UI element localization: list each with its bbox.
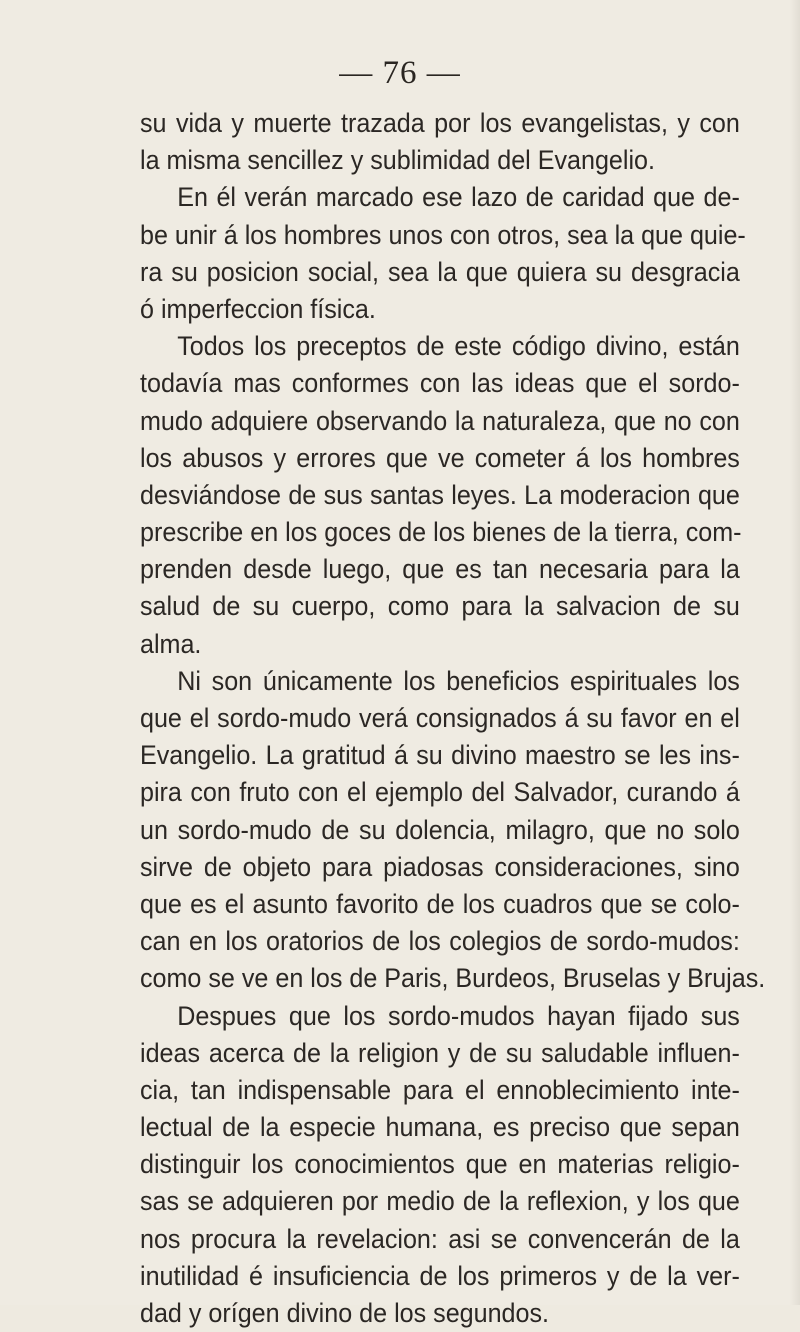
text-line: ideas acerca de la religion y de su saludable influen- bbox=[140, 1037, 740, 1068]
text-line: En él verán marcado ese lazo de caridad que de- bbox=[177, 182, 740, 213]
text-line: Despues que los sordo-mudos hayan fijado sus bbox=[177, 1000, 740, 1031]
text-line: distinguir los conocimientos que en materias religio- bbox=[140, 1149, 740, 1180]
text-line: Ni son únicamente los beneficios espirituales los bbox=[177, 665, 740, 696]
text-line: sirve de objeto para piadosas consideraciones, sino bbox=[140, 851, 740, 882]
text-line: la misma sencillez y sublimidad del Evangelio. bbox=[140, 145, 656, 176]
text-line: ra su posicion social, sea la que quiera su desgracia bbox=[140, 256, 740, 287]
text-line: su vida y muerte trazada por los evangelistas, y con bbox=[140, 108, 740, 138]
body-text bbox=[140, 105, 766, 1332]
text-line: be unir á los hombres unos con otros, sea la que quie- bbox=[140, 219, 746, 250]
text-line: salud de su cuerpo, como para la salvacion de su bbox=[140, 591, 740, 622]
text-line: que es el asunto favorito de los cuadros que se colo- bbox=[140, 888, 740, 919]
text-line: mudo adquiere observando la naturaleza, que no con bbox=[140, 405, 740, 436]
text-line: ó imperfeccion física. bbox=[140, 293, 376, 324]
text-line: nos procura la revelacion: asi se convencerán de la bbox=[140, 1223, 740, 1254]
text-line: sas se adquieren por medio de la reflexion, y los que bbox=[140, 1186, 740, 1217]
page-number: — 76 — bbox=[339, 55, 461, 91]
text-line: todavía mas conformes con las ideas que el sordo- bbox=[140, 368, 740, 399]
text-line: prescribe en los goces de los bienes de la tierra, com- bbox=[140, 517, 742, 548]
page-edge-shadow bbox=[790, 0, 800, 1305]
text-line: alma. bbox=[140, 628, 202, 659]
text-line: cia, tan indispensable para el ennoblecimiento inte- bbox=[140, 1074, 740, 1105]
text-line: los abusos y errores que ve cometer á los hombres bbox=[140, 442, 740, 473]
text-line: prenden desde luego, que es tan necesaria para la bbox=[140, 554, 740, 585]
text-line: dad y orígen divino de los segundos. bbox=[140, 1298, 550, 1328]
text-line: Evangelio. La gratitud á su divino maestro se les ins- bbox=[140, 740, 740, 771]
text-line: inutilidad é insuficiencia de los primeros y de la ver- bbox=[140, 1260, 740, 1291]
text-line: Todos los preceptos de este código divino, están bbox=[177, 331, 740, 362]
text-line: pira con fruto con el ejemplo del Salvador, curando á bbox=[140, 777, 740, 808]
text-line: desviándose de sus santas leyes. La moderacion que bbox=[140, 479, 740, 510]
text-line: can en los oratorios de los colegios de sordo-mudos: bbox=[140, 926, 740, 957]
text-line: lectual de la especie humana, es preciso que sepan bbox=[140, 1112, 740, 1143]
text-line: como se ve en los de Paris, Burdeos, Bruselas y Brujas. bbox=[140, 963, 766, 994]
text-line: que el sordo-mudo verá consignados á su favor en el bbox=[140, 703, 740, 733]
text-line: un sordo-mudo de su dolencia, milagro, que no solo bbox=[140, 814, 740, 845]
